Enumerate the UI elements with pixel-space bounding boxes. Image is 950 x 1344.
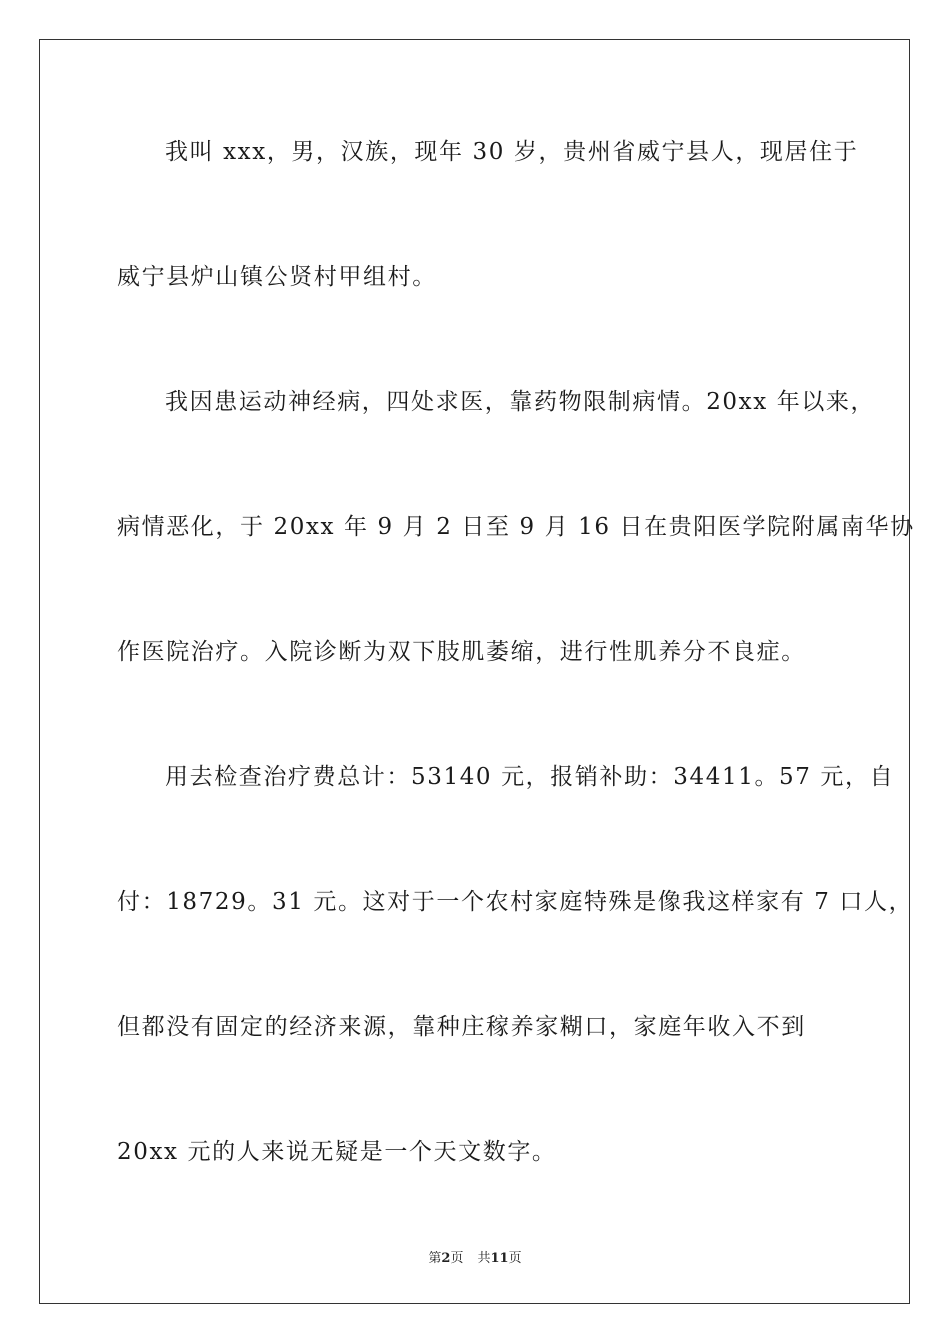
- footer-page-suffix: 页: [450, 1251, 464, 1266]
- paragraph-3-line-4: 20xx 元的人来说无疑是一个天文数字。: [117, 1139, 557, 1165]
- paragraph-3-line-2: 付：18729。31 元。这对于一个农村家庭特殊是像我这样家有 7 口人，: [117, 889, 914, 915]
- footer-prefix: 第: [428, 1251, 442, 1266]
- paragraph-2-line-2: 病情恶化，于 20xx 年 9 月 2 日至 9 月 16 日在贵阳医学院附属南华协: [117, 514, 915, 540]
- page-footer: [0, 1247, 950, 1266]
- footer-total-prefix: 共: [477, 1251, 491, 1266]
- footer-total-suffix: 页: [508, 1251, 522, 1266]
- paragraph-1-line-1: 我叫 xxx，男，汉族，现年 30 岁，贵州省威宁县人，现居住于: [165, 139, 859, 165]
- current-page-number: 2: [441, 1251, 451, 1266]
- paragraph-2-line-1: 我因患运动神经病，四处求医，靠药物限制病情。20xx 年以来，: [165, 389, 876, 415]
- total-pages-number: 11: [490, 1251, 509, 1266]
- paragraph-1-line-2: 威宁县炉山镇公贤村甲组村。: [117, 264, 437, 290]
- page-border: [39, 39, 915, 1304]
- paragraph-3-line-3: 但都没有固定的经济来源，靠种庄稼养家糊口，家庭年收入不到: [117, 1014, 806, 1040]
- paragraph-3-line-1: 用去检查治疗费总计：53140 元，报销补助：34411。57 元，自: [165, 764, 895, 790]
- paragraph-2-line-3: 作医院治疗。入院诊断为双下肢肌萎缩，进行性肌养分不良症。: [117, 639, 806, 665]
